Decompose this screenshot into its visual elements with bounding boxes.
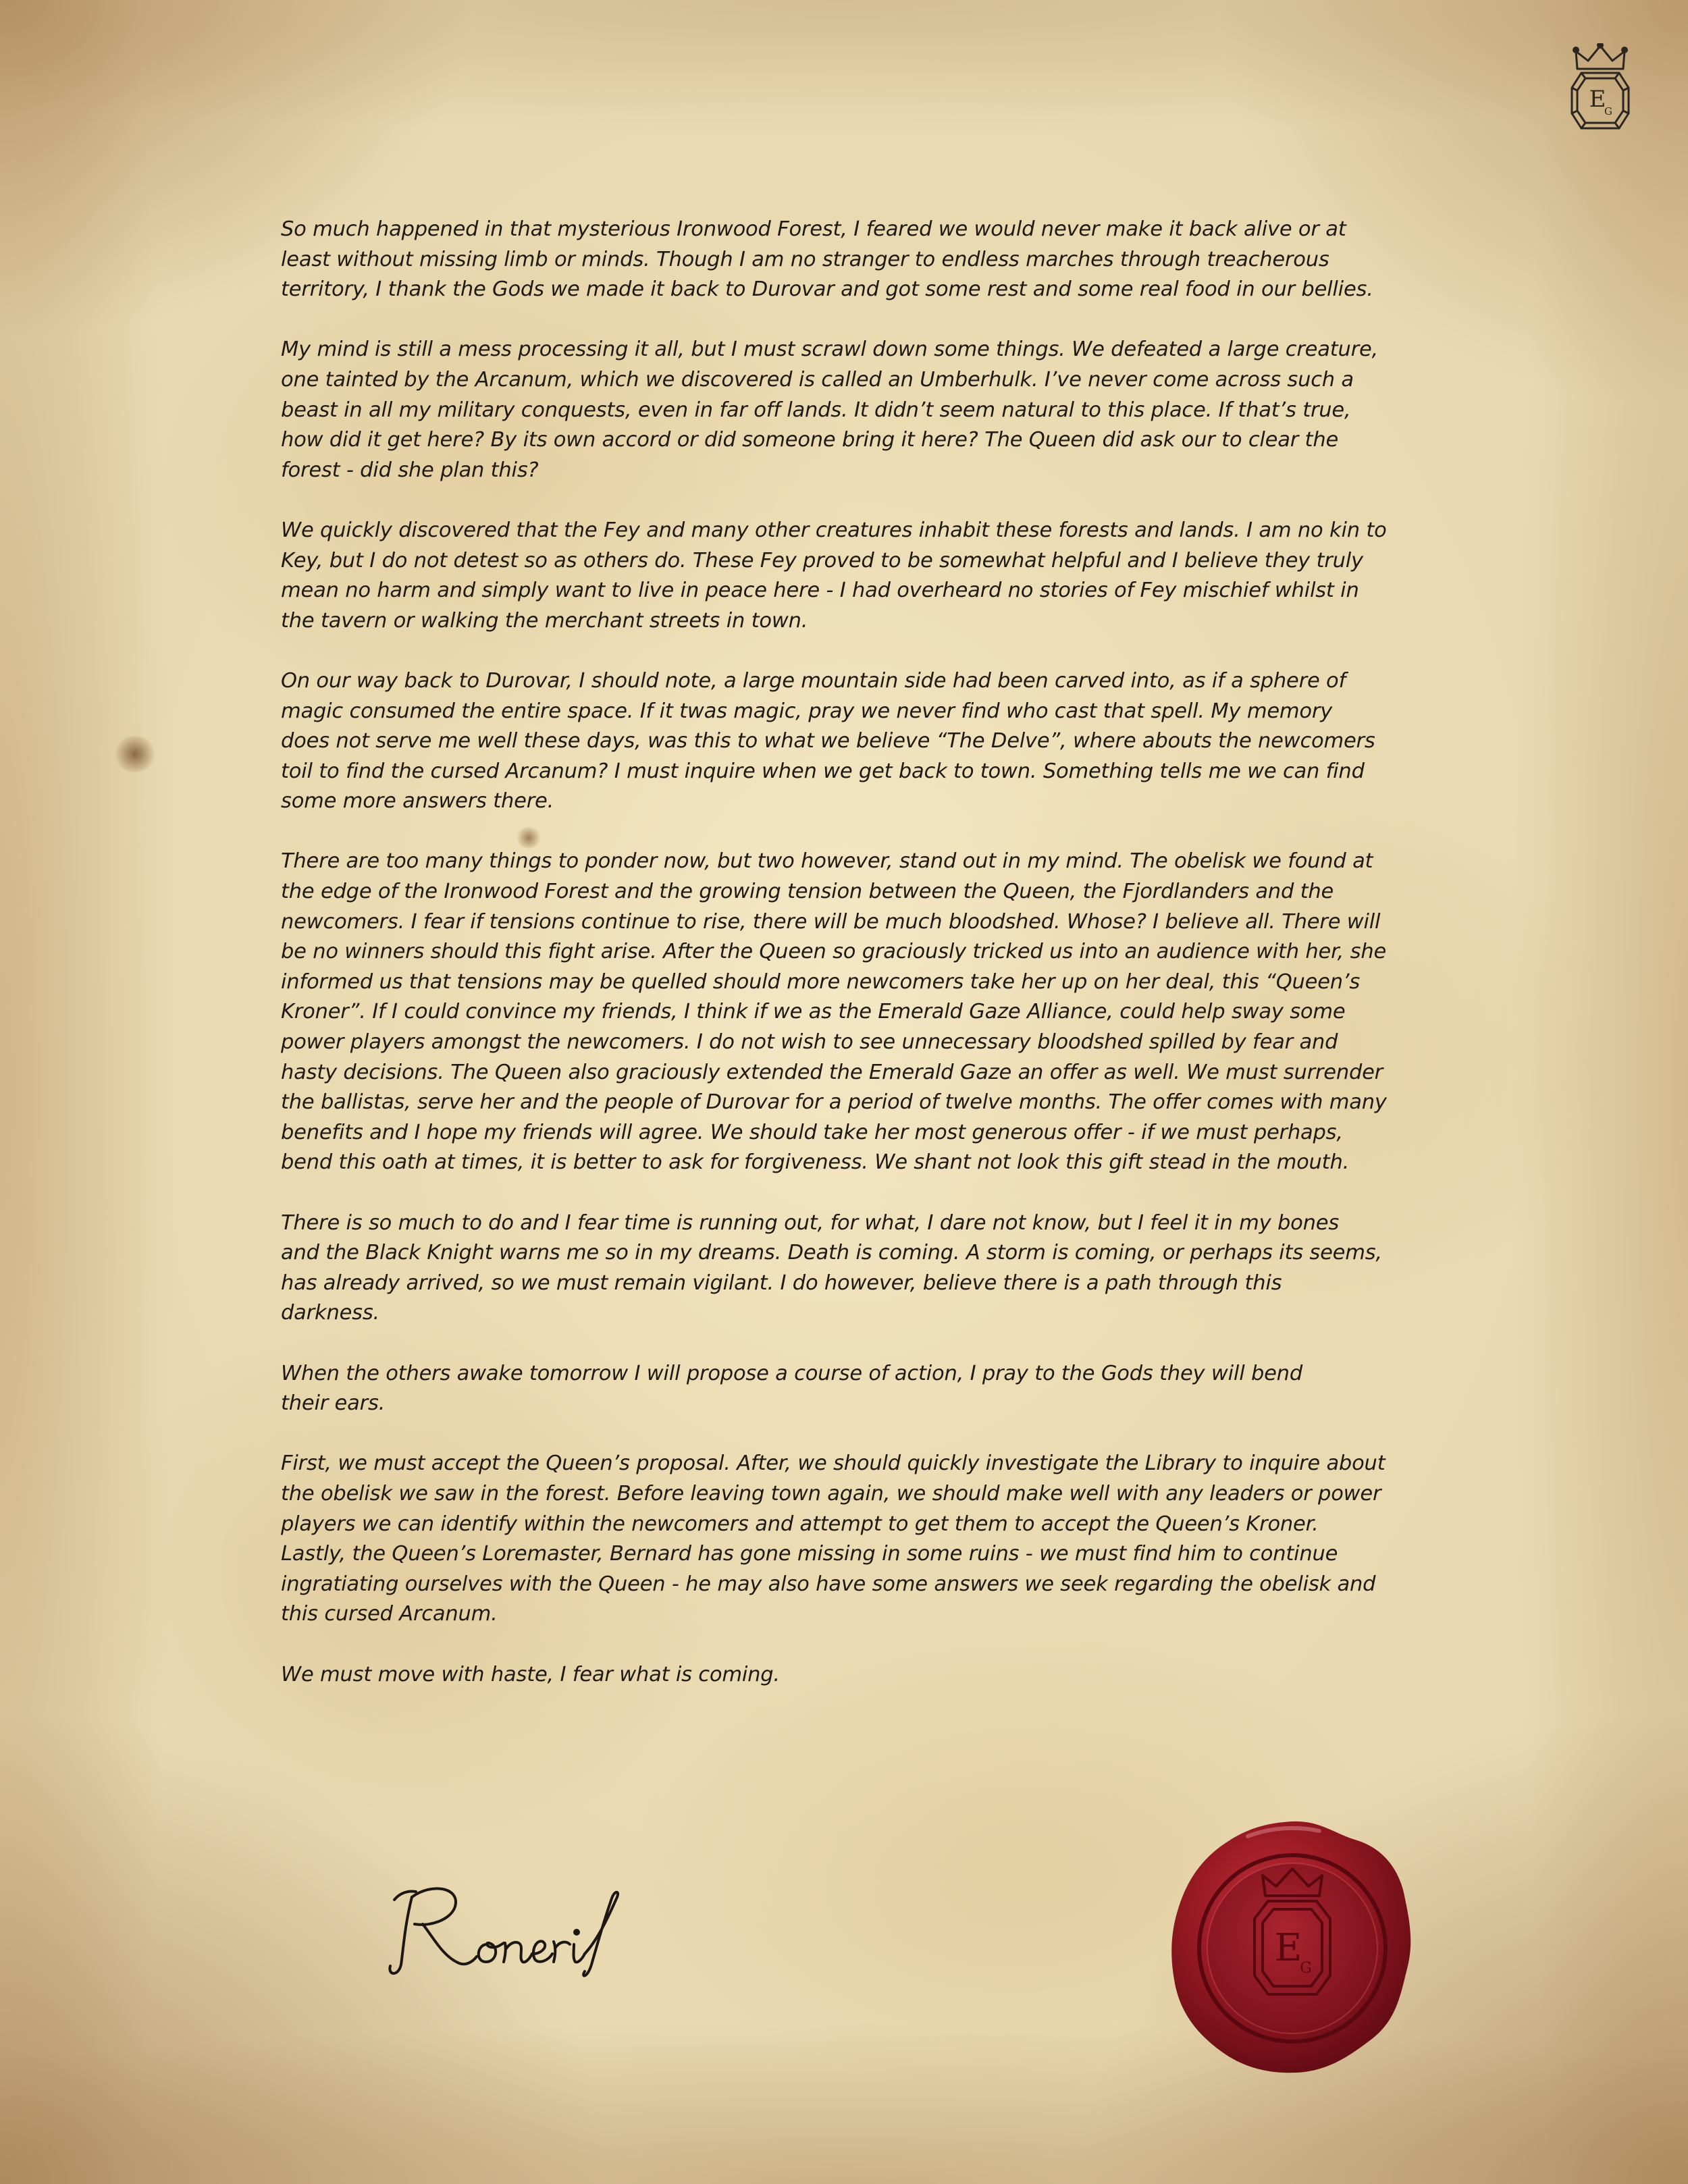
handwritten-signature (385, 1870, 668, 1985)
svg-text:G: G (1300, 1960, 1312, 1977)
paragraph-7: When the others awake tomorrow I will propose a course of action, I pray to the Gods they will bend their ears. (281, 1361, 1302, 1416)
paragraph-9: We must move with haste, I fear what is coming. (281, 1662, 780, 1686)
paragraph-5: There are too many things to ponder now, but two however, stand out in my mind. The obelisk we found at the edge of the Ironwood Forest and the growing tension between the Queen, the Fjordlanders and the newcomers. I fear if tensions continue to rise, there will be much bloodshed. Whose? I believe all. There will be no winners should this fight arise. After the Queen so graciously tricked us into an audience with her, she informed us that tensions may be quelled should more newcomers take her up on her deal, this “Queen’s Kroner”. If I could convince my friends, I think if we as the Emerald Gaze Alliance, could help sway some power players amongst the newcomers. I do not wish to see unnecessary bloodshed spilled by fear and hasty decisions. The Queen also graciously extended the Emerald Gaze an offer as well. We must surrender the ballistas, serve her and the people of Durovar for a period of twelve months. The offer comes with many benefits and I hope my friends will agree. We should take her most generous offer - if we must perhaps, bend this oath at times, it is better to ask for forgiveness. We shant not look this gift stead in the mouth. (281, 849, 1387, 1175)
crowned-gem-monogram-icon (1568, 43, 1633, 135)
wax-seal-crowned-gem-icon (1167, 1816, 1417, 2079)
paragraph-8: First, we must accept the Queen’s proposal. After, we should quickly investigate the Library to inquire about the obelisk we saw in the forest. Before leaving town again, we should make well with any leaders or power players we can identify within the newcomers and attempt to get them to accept the Queen’s Kroner. Lastly, the Queen’s Loremaster, Bernard has gone missing in some ruins - we must find him to continue ingratiating ourselves with the Queen - he may also have some answers we seek regarding the obelisk and this cursed Arcanum. (281, 1451, 1386, 1626)
paragraph-1: So much happened in that mysterious Ironwood Forest, I feared we would never make it back alive or at least without missing limb or minds. Though I am no stranger to endless marches through treacherous territory, I thank the Gods we made it back to Durovar and got some rest and some real food in our bellies. (281, 217, 1373, 302)
paragraph-2: My mind is still a mess processing it all, but I must scrawl down some things. We defeated a large creature, one tainted by the Arcanum, which we discovered is called an Umberhulk. I’ve never come across such a beast in all my military conquests, even in far off lands. It didn’t seem natural to this place. If that’s true, how did it get here? By its own accord or did someone bring it here? The Queen did ask our to clear the forest - did she plan this? (281, 338, 1379, 482)
svg-text:G: G (1604, 105, 1612, 117)
ink-stain (115, 736, 155, 772)
paragraph-3: We quickly discovered that the Fey and many other creatures inhabit these forests and lands. I am no kin to Key, but I do not detest so as others do. These Fey proved to be somewhat helpful and I believe they truly mean no harm and simply want to live in peace here - I had overheard no stories of Fey mischief whilst in the tavern or walking the merchant streets in town. (281, 518, 1387, 633)
svg-text:E: E (1274, 1926, 1302, 1970)
paragraph-6: There is so much to do and I fear time is running out, for what, I dare not know, but I feel it in my bones and the Black Knight warns me so in my dreams. Death is coming. A storm is coming, or perhaps its seems, has already arrived, so we must remain vigilant. I do however, believe there is a path through this darkness. (281, 1210, 1382, 1325)
svg-text:E: E (1589, 86, 1606, 113)
letter-body (281, 215, 1415, 1720)
paragraph-4: On our way back to Durovar, I should note, a large mountain side had been carved into, as if a sphere of magic consumed the entire space. If it twas magic, pray we never find who cast that spell. My memory does not serve me well these days, was this to what we believe “The Delve”, where abouts the newcomers toil to find the cursed Arcanum? I must inquire when we get back to town. Something tells me we can find some more answers there. (281, 668, 1375, 814)
